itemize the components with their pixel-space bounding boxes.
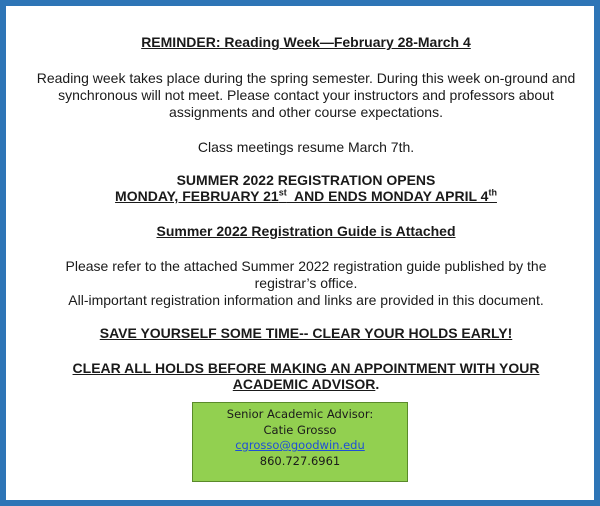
clear-holds-heading-line-2 — [12, 376, 600, 393]
advisor-phone: 860.727.6961 — [259, 453, 341, 468]
advisor-contact-box — [192, 402, 408, 482]
advisor-name: Catie Grosso — [263, 422, 337, 437]
registration-guide-text-line-3: All-important registration information and links are provided in this document. — [68, 292, 544, 308]
registration-close-date: AND ENDS MONDAY APRIL 4 — [286, 188, 489, 204]
class-resume-text: Class meetings resume March 7th. — [197, 139, 415, 155]
registration-guide-text-line-1: Please refer to the attached Summer 2022 registration guide published by the — [65, 258, 547, 274]
registration-open-date: MONDAY, FEBRUARY 21 — [115, 188, 279, 204]
academic-advisor-text: ACADEMIC ADVISOR — [232, 376, 376, 392]
open-date-suffix: st — [278, 187, 287, 198]
advisor-title: Senior Academic Advisor: — [226, 407, 374, 421]
registration-guide-text-line-2: registrar’s office. — [254, 275, 358, 291]
reading-week-text-line-2: synchronous will not meet. Please contact your instructors and professors about — [58, 87, 554, 103]
advisor-email-link[interactable]: cgrosso@goodwin.edu — [235, 438, 365, 452]
close-date-suffix: th — [488, 187, 497, 198]
registration-guide-heading: Summer 2022 Registration Guide is Attached — [156, 223, 456, 239]
clear-holds-period: . — [375, 376, 380, 392]
clear-holds-heading-line-1: CLEAR ALL HOLDS BEFORE MAKING AN APPOINTMENT WITH YOUR — [72, 360, 540, 376]
registration-heading-line-1: SUMMER 2022 REGISTRATION OPENS — [176, 172, 436, 188]
registration-heading-line-2 — [12, 188, 600, 205]
reading-week-text-line-3: assignments and other course expectations. — [169, 104, 443, 120]
save-time-heading: SAVE YOURSELF SOME TIME-- CLEAR YOUR HOLDS EARLY! — [99, 325, 513, 341]
reading-week-heading: REMINDER: Reading Week—February 28-March 4 — [141, 34, 471, 50]
reading-week-text-line-1: Reading week takes place during the spring semester. During this week on-ground and — [36, 70, 576, 86]
